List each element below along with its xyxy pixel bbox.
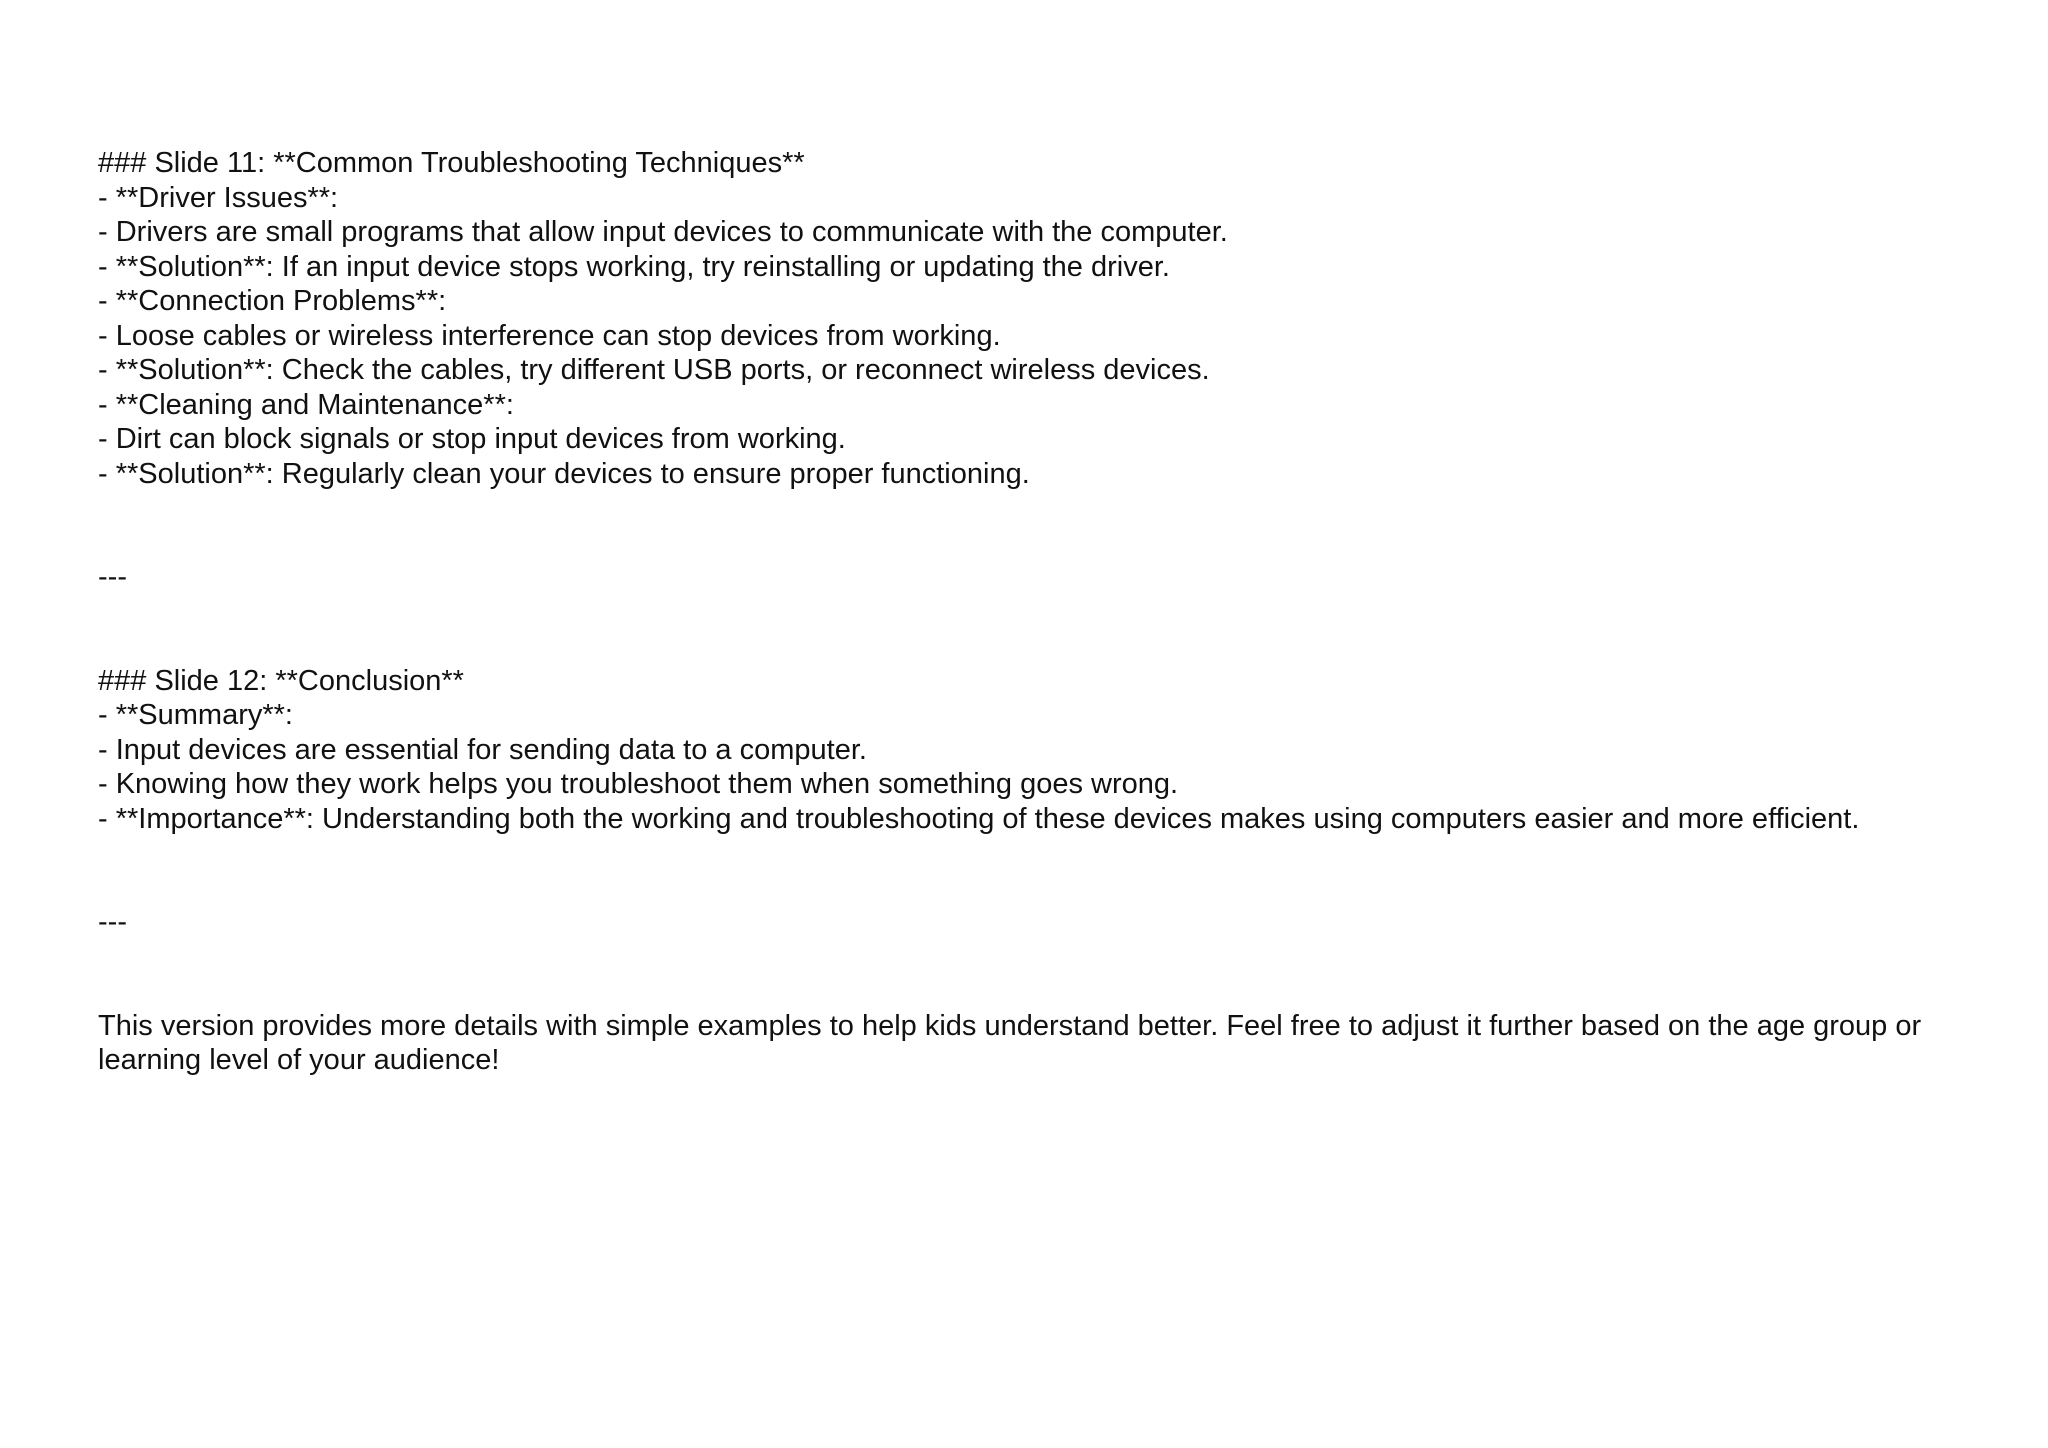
slide-11-line: - Dirt can block signals or stop input devices from working.	[98, 423, 846, 455]
slide-12-line: - **Summary**:	[98, 699, 293, 731]
slide-11-heading: ### Slide 11: **Common Troubleshooting Techniques**	[98, 147, 805, 179]
spacer	[98, 595, 1978, 664]
spacer	[98, 836, 1978, 905]
slide-12-line: - Input devices are essential for sending data to a computer.	[98, 733, 867, 766]
slide-11-line: - **Driver Issues**:	[98, 181, 339, 214]
slide-11-line: - **Connection Problems**:	[98, 285, 447, 317]
slide-12-line: - Knowing how they work helps you troubleshoot them when something goes wrong.	[98, 768, 1179, 800]
slide-11-line: - Loose cables or wireless interference can stop devices from working.	[98, 319, 1001, 352]
separator: ---	[98, 561, 127, 593]
slide-11-line: - **Solution**: Regularly clean your devices to ensure proper functioning.	[98, 457, 1030, 490]
slide-12-heading: ### Slide 12: **Conclusion**	[98, 664, 464, 697]
slide-12-line: - **Importance**: Understanding both the working and troubleshooting of these devices makes using computers easier and more efficient.	[98, 802, 1860, 835]
slide-11-line: - **Cleaning and Maintenance**:	[98, 388, 514, 421]
separator: ---	[98, 906, 127, 938]
document-page	[98, 146, 1978, 1078]
slide-11-line: - Drivers are small programs that allow input devices to communicate with the computer.	[98, 216, 1228, 248]
closing-paragraph: This version provides more details with simple examples to help kids understand better. Feel free to adjust it further based on the age group or learning level of your audience!	[98, 1009, 1922, 1076]
slide-11-line: - **Solution**: Check the cables, try different USB ports, or reconnect wireless devices.	[98, 354, 1210, 386]
slide-11-line: - **Solution**: If an input device stops working, try reinstalling or updating the driver.	[98, 250, 1170, 283]
spacer	[98, 491, 1978, 560]
spacer	[98, 940, 1978, 1009]
